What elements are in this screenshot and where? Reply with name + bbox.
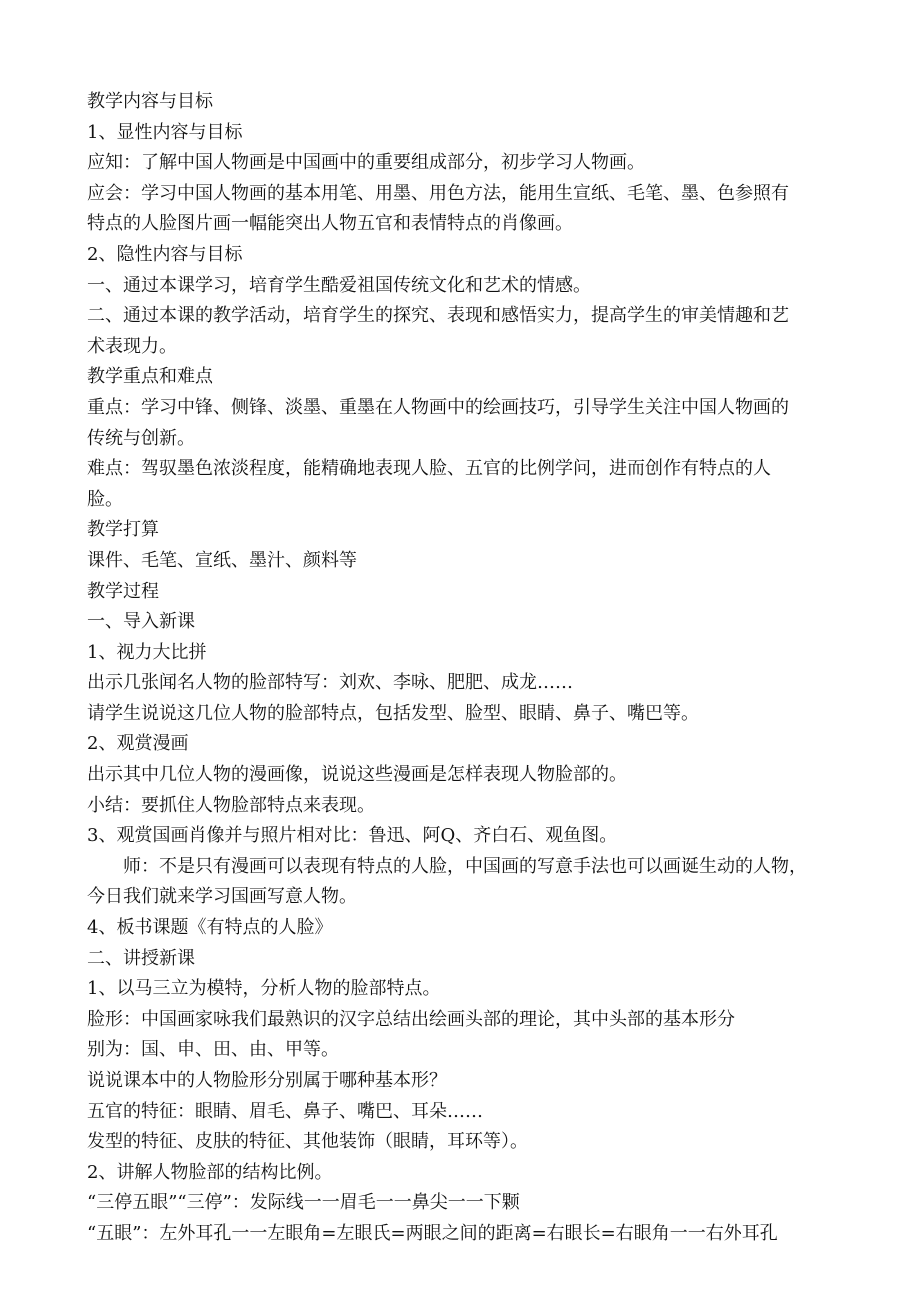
paragraph-line: 脸。 [87,488,123,510]
subsection-heading: 3、观赏国画肖像并与照片相对比：鲁迅、阿Q、齐白石、观鱼图。 [87,825,618,847]
paragraph-line: “五眼”：左外耳孔一一左眼角=左眼氏=两眼之间的距离=右眼长=右眼角一一右外耳孔 [87,1222,778,1244]
paragraph-line: 出示几张闻名人物的脸部特写：刘欢、李咏、肥肥、成龙…… [87,672,573,694]
paragraph-line: 应会：学习中国人物画的基本用笔、用墨、用色方法，能用生宣纸、毛笔、墨、色参照有 [87,182,789,204]
subsection-heading: 2、讲解人物脸部的结构比例。 [87,1161,333,1183]
paragraph-line: 特点的人脸图片画一幅能突出人物五官和表情特点的肖像画。 [87,213,573,235]
subsection-heading: 1、视力大比拼 [87,641,207,663]
paragraph-line: 师：不是只有漫画可以表现有特点的人脸，中国画的写意手法也可以画诞生动的人物， [123,855,807,877]
paragraph-line: 一、通过本课学习，培育学生酷爱祖国传统文化和艺术的情感。 [87,274,591,296]
paragraph-line: 难点：驾驭墨色浓淡程度，能精确地表现人脸、五官的比例学问，进而创作有特点的人 [87,458,771,480]
paragraph-line: 小结：要抓住人物脸部特点来表现。 [87,794,375,816]
paragraph-line: 脸形：中国画家咏我们最熟识的汉字总结出绘画头部的理论，其中头部的基本形分 [87,1008,735,1030]
section-heading: 教学过程 [87,580,159,602]
subsection-heading: 一、导入新课 [87,611,195,633]
paragraph-line: 传统与创新。 [87,427,195,449]
subsection-heading: 4、板书课题《有特点的人脸》 [87,917,333,939]
paragraph-line: 课件、毛笔、宣纸、墨汁、颜料等 [87,549,357,571]
document-body [87,87,897,1250]
subsection-heading: 2、隐性内容与目标 [87,243,243,265]
subsection-heading: 1、显性内容与目标 [87,121,243,143]
paragraph-line: 重点：学习中锋、侧锋、淡墨、重墨在人物画中的绘画技巧，引导学生关注中国人物画的 [87,396,789,418]
paragraph-line: 今日我们就来学习国画写意人物。 [87,886,357,908]
subsection-heading: 二、讲授新课 [87,947,195,969]
paragraph-line: 出示其中几位人物的漫画像，说说这些漫画是怎样表现人物脸部的。 [87,764,627,786]
paragraph-line: 五官的特征：眼睛、眉毛、鼻子、嘴巴、耳朵…… [87,1100,483,1122]
paragraph-line: 术表现力。 [87,335,177,357]
section-heading: 教学重点和难点 [87,366,213,388]
section-heading: 教学打算 [87,519,159,541]
paragraph-line: 发型的特征、皮肤的特征、其他装饰（眼睛，耳环等）。 [87,1131,528,1153]
section-heading: 教学内容与目标 [87,91,213,112]
paragraph-line: “三停五眼”“三停”：发际线一一眉毛一一鼻尖一一下颗 [87,1192,520,1214]
subsection-heading: 2、观赏漫画 [87,733,189,755]
paragraph-line: 别为：国、申、田、由、甲等。 [87,1039,339,1061]
paragraph-line: 请学生说说这几位人物的脸部特点，包括发型、脸型、眼睛、鼻子、嘴巴等。 [87,702,699,724]
paragraph-line: 说说课本中的人物脸形分别属于哪种基本形？ [87,1070,447,1091]
paragraph-line: 二、通过本课的教学活动，培育学生的探究、表现和感悟实力，提高学生的审美情趣和艺 [87,305,789,327]
subsection-heading: 1、以马三立为模特，分析人物的脸部特点。 [87,978,441,1000]
paragraph-line: 应知：了解中国人物画是中国画中的重要组成部分，初步学习人物画。 [87,152,645,174]
